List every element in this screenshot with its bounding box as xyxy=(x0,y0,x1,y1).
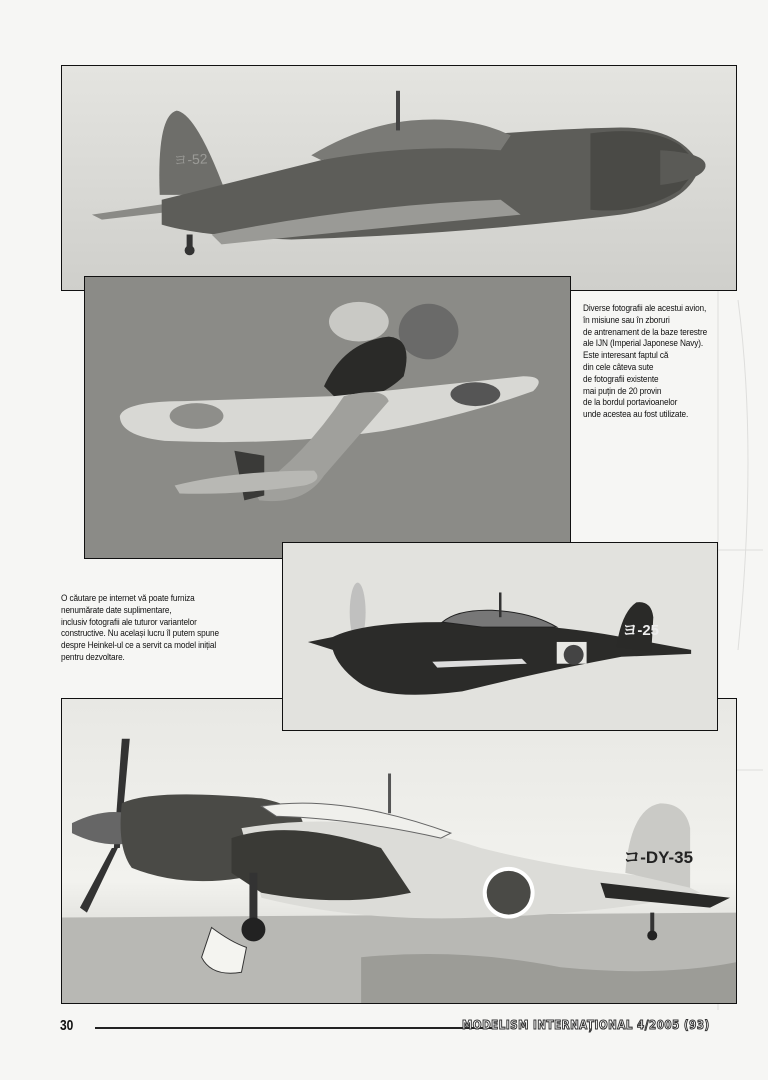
caption-left-line: constructive. Nu același lucru îl putem spune xyxy=(61,628,219,640)
caption-right-line: în misiune sau în zboruri xyxy=(583,314,670,326)
caption-right xyxy=(583,303,707,421)
tail-code-photo3: ヨ-25 xyxy=(622,623,659,640)
caption-left-line: pentru dezvoltare. xyxy=(61,651,125,663)
svg-text:ヨ-52: ヨ-52 xyxy=(172,150,208,169)
aircraft-illustration-3 xyxy=(283,543,717,730)
aircraft-illustration-4 xyxy=(62,699,736,1003)
caption-right-line: ale IJN (Imperial Japonese Navy). xyxy=(583,338,704,350)
photo-aircraft-flight-top xyxy=(61,65,737,291)
page-number: 30 xyxy=(60,1017,74,1034)
tail-code-photo4: コ-DY-35 xyxy=(623,847,693,867)
photo-aircraft-dark-flight xyxy=(282,542,718,731)
caption-right-line: de antrenament de la baze terestre xyxy=(583,326,708,338)
magazine-title: MODELISM INTERNAȚIONAL 4/2005 (93) xyxy=(462,1018,710,1032)
caption-right-line: de la bordul portavioanelor xyxy=(583,397,678,409)
aircraft-illustration-1 xyxy=(62,66,736,290)
caption-right-line: Diverse fotografii ale acestui avion, xyxy=(583,303,707,314)
caption-right-line: din cele câteva sute xyxy=(583,361,654,373)
caption-left xyxy=(61,593,219,664)
caption-right-line: mai puțin de 20 provin xyxy=(583,385,662,397)
caption-left-line: despre Heinkel-ul ce a servit ca model inițial xyxy=(61,640,217,652)
caption-left-line: nenumărate date suplimentare, xyxy=(61,604,172,616)
caption-left-line: O căutare pe internet vă poate furniza xyxy=(61,593,195,604)
caption-left-line: inclusiv fotografii ale tuturor variantelor xyxy=(61,616,197,628)
photo-aircraft-banking xyxy=(84,276,571,559)
page-footer xyxy=(45,1015,745,1039)
photo-aircraft-ground xyxy=(61,698,737,1004)
aircraft-illustration-2 xyxy=(85,277,570,558)
caption-right-line: Este interesant faptul că xyxy=(583,350,669,362)
footer-divider xyxy=(95,1027,495,1029)
caption-right-line: de fotografii existente xyxy=(583,373,659,385)
caption-right-line: unde acestea au fost utilizate. xyxy=(583,409,689,421)
